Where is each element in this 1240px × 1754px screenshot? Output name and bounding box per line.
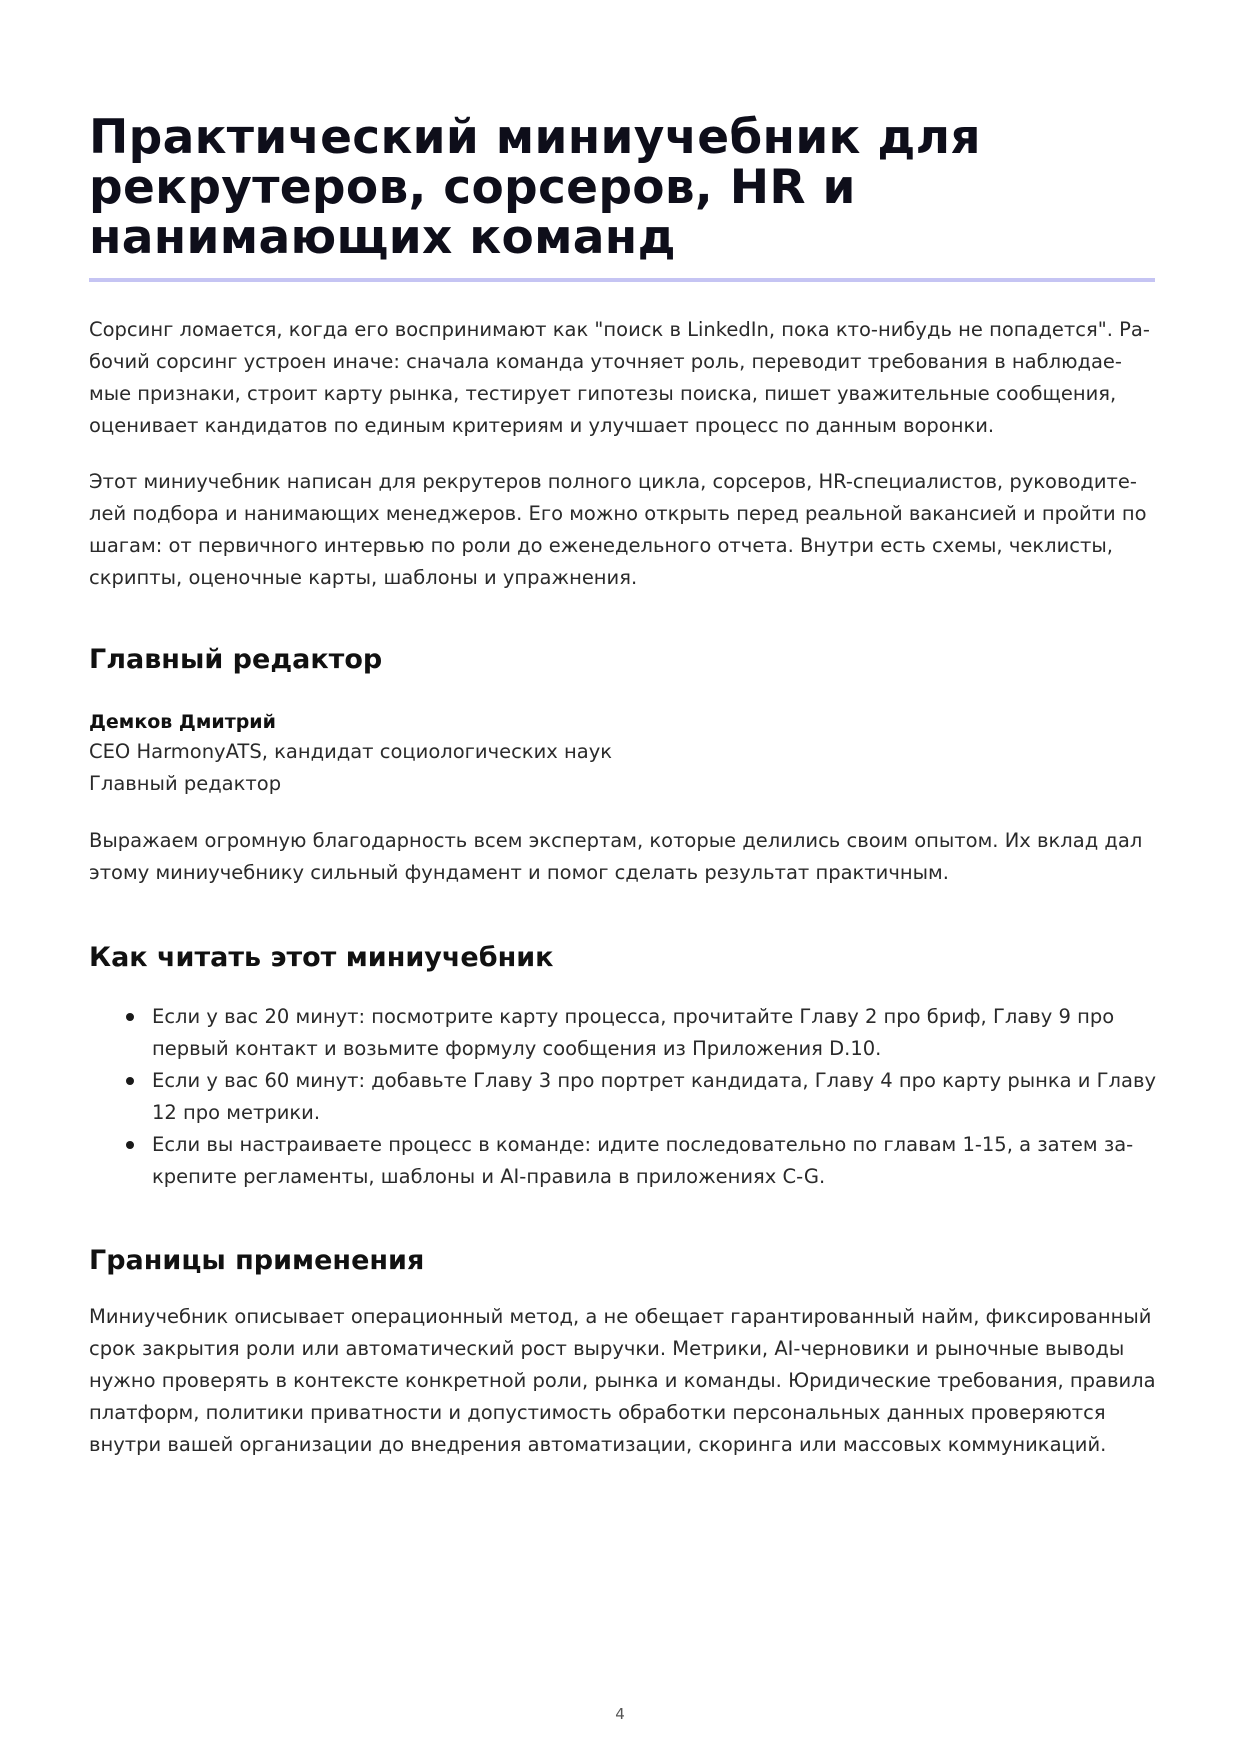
bullet-icon <box>126 1077 134 1085</box>
howto-list <box>89 1001 1155 1193</box>
text-line: Сорсинг ломается, когда его воспринимают как "поиск в LinkedIn, пока кто-нибудь не попадется". Ра- <box>89 318 1150 341</box>
text-line: срок закрытия роли или автоматический рост выручки. Метрики, AI-черновики и рыночные выводы <box>89 1337 1125 1360</box>
text-line: этому миниучебнику сильный фундамент и помог сделать результат практичным. <box>89 861 949 884</box>
bullet-icon <box>126 1141 134 1149</box>
howto-heading: Как читать этот миниучебник <box>89 942 554 973</box>
text-line: нужно проверять в контексте конкретной роли, рынка и команды. Юридические требования, правила <box>89 1369 1156 1392</box>
title-line: рекрутеров, сорсеров, HR и <box>89 160 856 215</box>
text-line: оценивает кандидатов по единым критериям и улучшает процесс по данным воронки. <box>89 414 995 437</box>
text-line: Выражаем огромную благодарность всем экспертам, которые делились своим опытом. Их вклад дал <box>89 829 1143 852</box>
text-line: шагам: от первичного интервью по роли до еженедельного отчета. Внутри есть схемы, чеклисты, <box>89 534 1113 557</box>
text-line: крепите регламенты, шаблоны и AI-правила в приложениях C-G. <box>152 1165 826 1188</box>
list-item <box>89 1001 1155 1065</box>
thanks-paragraph <box>89 825 1155 889</box>
text-line: Если вы настраиваете процесс в команде: идите последовательно по главам 1-15, а затем за- <box>152 1133 1134 1156</box>
text-line: Если у вас 20 минут: посмотрите карту процесса, прочитайте Главу 2 про бриф, Главу 9 про <box>152 1005 1115 1028</box>
editor-role: CEO HarmonyATS, кандидат социологических наук <box>89 740 613 763</box>
title-divider <box>89 278 1155 282</box>
editor-heading: Главный редактор <box>89 644 383 675</box>
limits-paragraph <box>89 1301 1155 1461</box>
limits-heading: Границы применения <box>89 1245 425 1276</box>
text-line: 12 про метрики. <box>152 1101 321 1124</box>
intro-paragraph-2 <box>89 466 1155 594</box>
text-line: бочий сорсинг устроен иначе: сначала команда уточняет роль, переводит требования в наблюдае- <box>89 350 1122 373</box>
text-line: мые признаки, строит карту рынка, тестирует гипотезы поиска, пишет уважительные сообщения, <box>89 382 1117 405</box>
bullet-icon <box>126 1013 134 1021</box>
text-line: внутри вашей организации до внедрения автоматизации, скоринга или массовых коммуникаций. <box>89 1433 1107 1456</box>
document-title <box>89 110 1155 265</box>
text-line: первый контакт и возьмите формулу сообщения из Приложения D.10. <box>152 1037 882 1060</box>
text-line: Если у вас 60 минут: добавьте Главу 3 про портрет кандидата, Главу 4 про карту рынка и Главу <box>152 1069 1156 1092</box>
text-line: скрипты, оценочные карты, шаблоны и упражнения. <box>89 566 638 589</box>
intro-paragraph-1 <box>89 314 1155 442</box>
editor-name: Демков Дмитрий <box>89 711 276 733</box>
text-line: Этот миниучебник написан для рекрутеров полного цикла, сорсеров, HR-специалистов, руководите- <box>89 470 1137 493</box>
text-line: платформ, политики приватности и допустимость обработки персональных данных проверяются <box>89 1401 1106 1424</box>
page-number: 4 <box>615 1705 625 1723</box>
text-line: Миниучебник описывает операционный метод, а не обещает гарантированный найм, фиксированный <box>89 1305 1152 1328</box>
list-item <box>89 1129 1155 1193</box>
list-item <box>89 1065 1155 1129</box>
title-line: нанимающих команд <box>89 210 676 265</box>
editor-title: Главный редактор <box>89 772 282 795</box>
title-line: Практический миниучебник для <box>89 110 981 165</box>
text-line: лей подбора и нанимающих менеджеров. Его можно открыть перед реальной вакансией и пройти по <box>89 502 1147 525</box>
